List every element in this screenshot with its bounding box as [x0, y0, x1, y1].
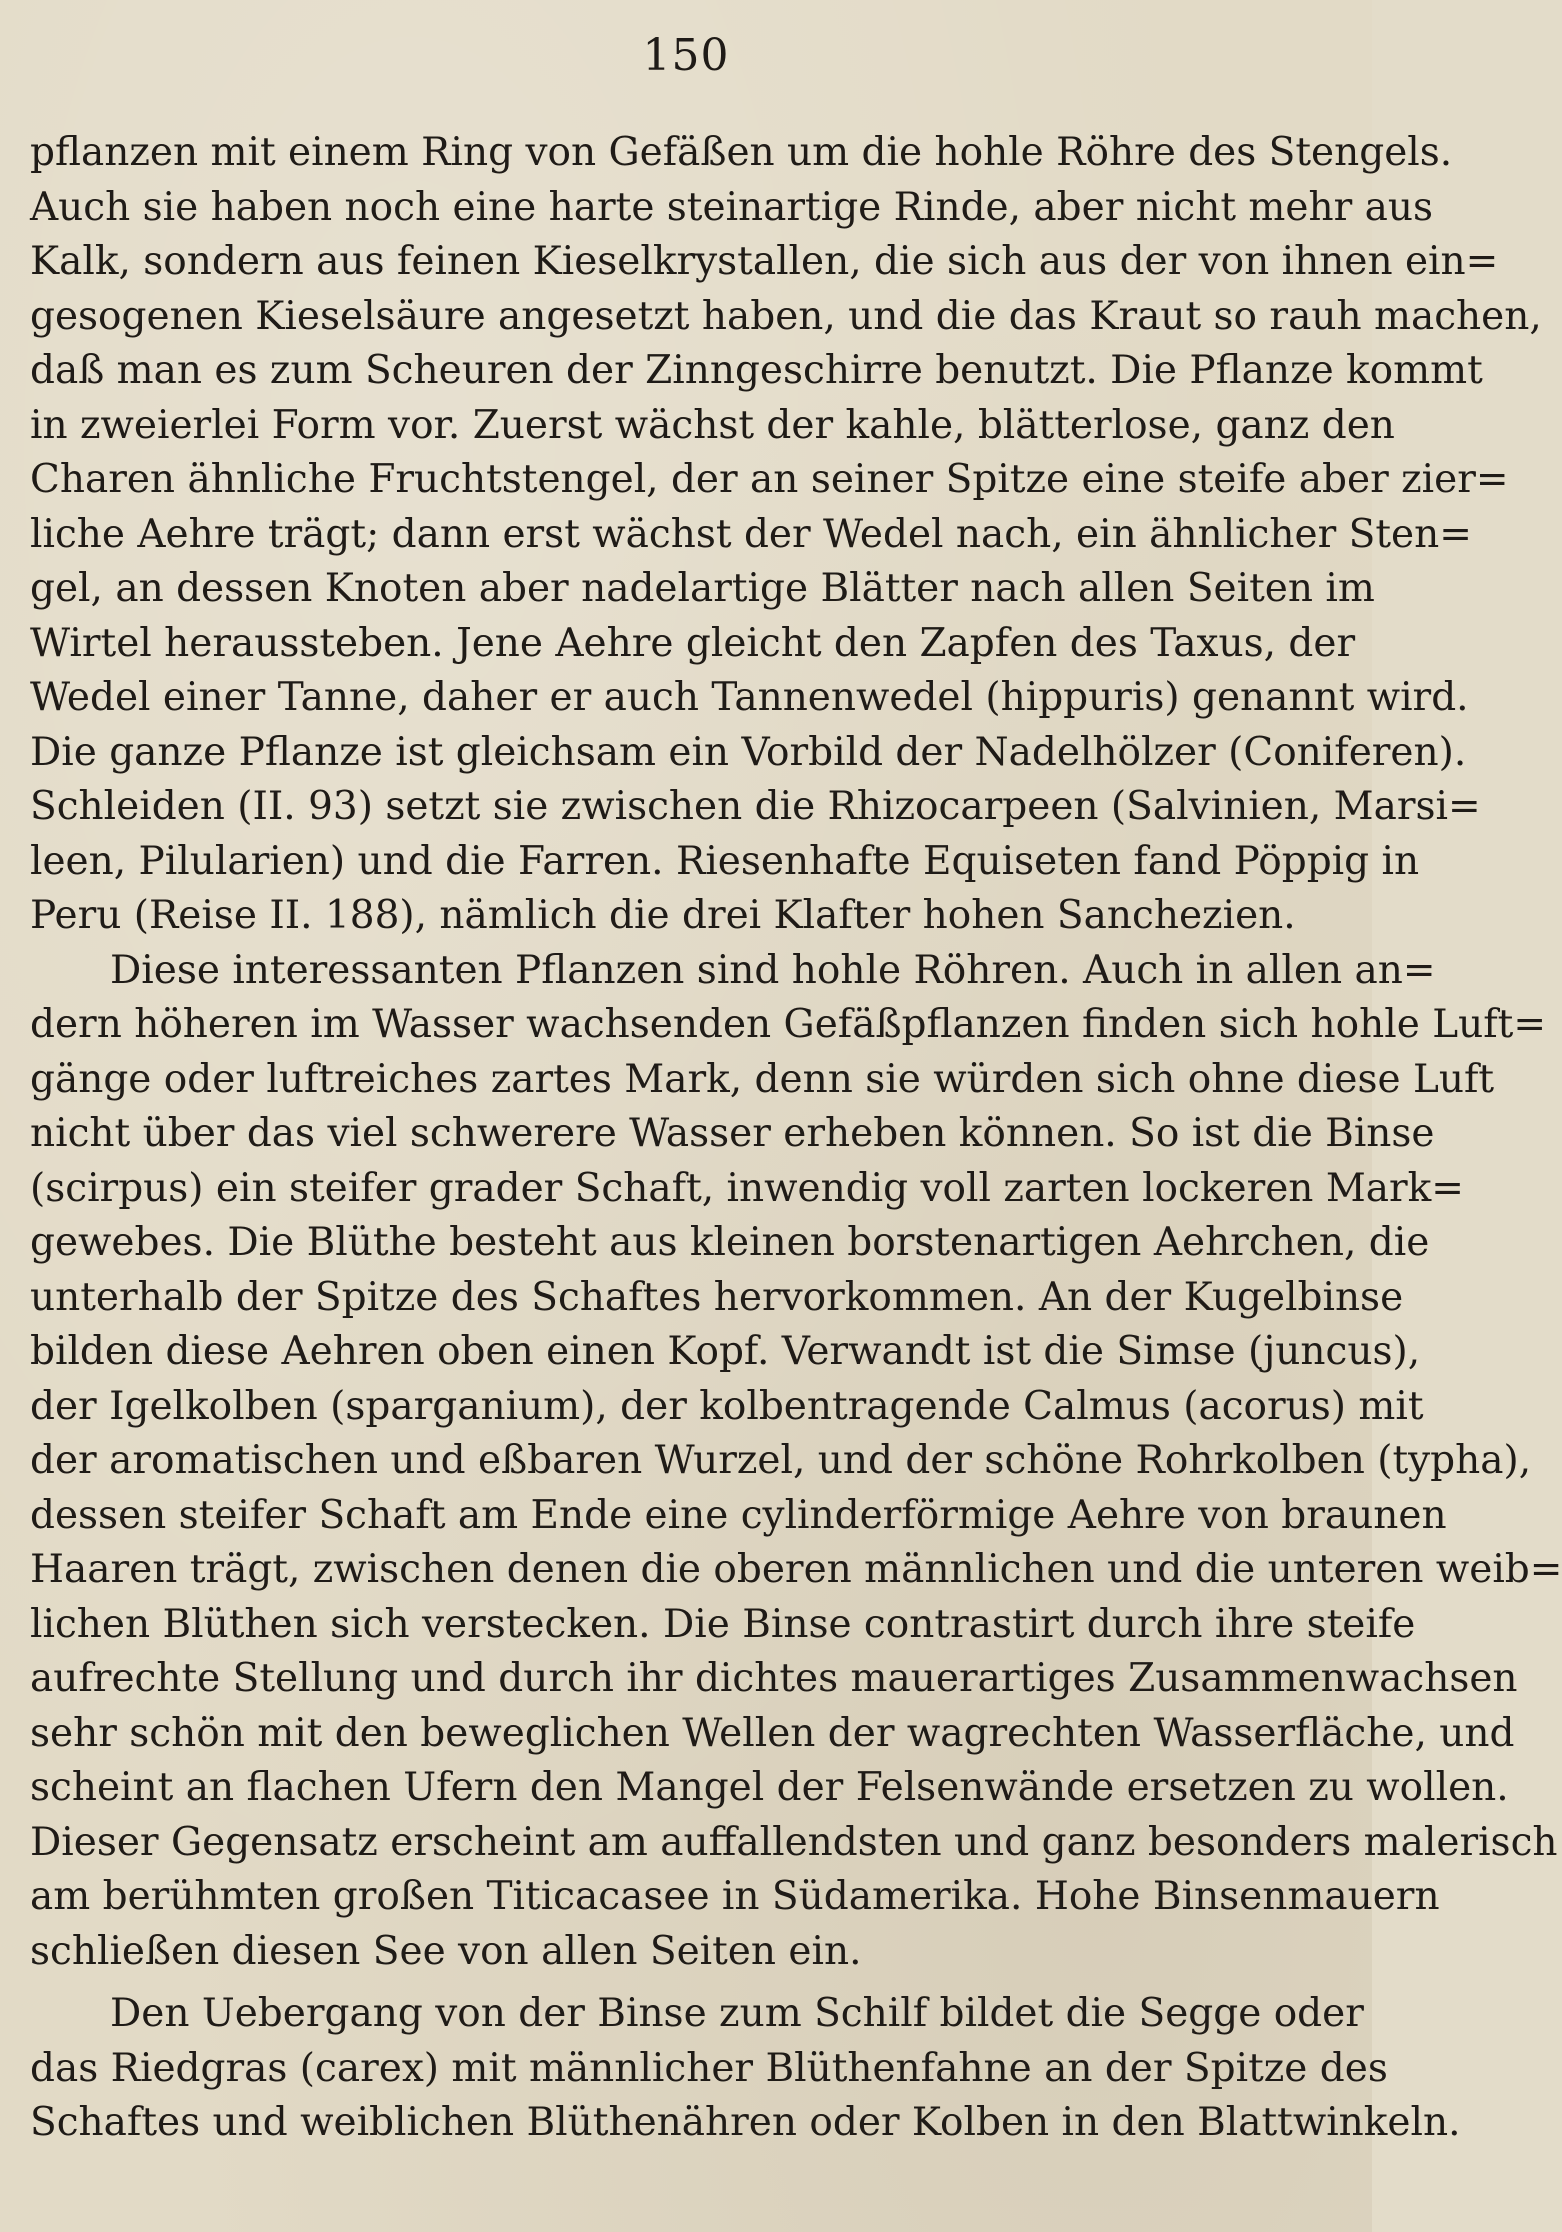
- text-line: liche Aehre trägt; dann erst wächst der Wedel nach, ein ähnlicher Sten=: [30, 511, 1472, 557]
- text-line: daß man es zum Scheuren der Zinngeschirre benutzt. Die Pflanze kommt: [30, 348, 1483, 393]
- text-line: bilden diese Aehren oben einen Kopf. Verwandt ist die Simse (juncus),: [30, 1329, 1421, 1374]
- text-line: gänge oder luftreiches zartes Mark, denn sie würden sich ohne diese Luft: [30, 1056, 1495, 1102]
- text-line: Schleiden (II. 93) setzt sie zwischen die Rhizocarpeen (Salvinien, Marsi=: [30, 784, 1481, 829]
- text-line: Kalk, sondern aus feinen Kieselkrystallen, die sich aus der von ihnen ein=: [30, 239, 1499, 284]
- body-text: [30, 126, 1562, 2151]
- text-line: in zweierlei Form vor. Zuerst wächst der kahle, blätterlose, ganz den: [30, 402, 1395, 448]
- text-line: Dieser Gegensatz erscheint am auffallendsten und ganz besonders malerisch: [30, 1819, 1558, 1865]
- text-line: scheint an flachen Ufern den Mangel der Felsenwände ersetzen zu wollen.: [30, 1765, 1509, 1810]
- text-line: Haaren trägt, zwischen denen die oberen männlichen und die unteren weib=: [30, 1547, 1562, 1592]
- text-line: am berühmten großen Titicacasee in Südamerika. Hohe Binsenmauern: [30, 1874, 1440, 1919]
- text-line: Auch sie haben noch eine harte steinartige Rinde, aber nicht mehr aus: [30, 184, 1433, 230]
- text-line: nicht über das viel schwerere Wasser erheben können. So ist die Binse: [30, 1111, 1435, 1156]
- paragraph-2: [30, 944, 1562, 1980]
- paragraph-1: [30, 126, 1542, 944]
- text-line: Charen ähnliche Fruchtstengel, der an seiner Spitze eine steife aber zier=: [30, 457, 1509, 502]
- text-line: unterhalb der Spitze des Schaftes hervorkommen. An der Kugelbinse: [30, 1274, 1404, 1320]
- text-line: sehr schön mit den beweglichen Wellen der wagrechten Wasserfläche, und: [30, 1710, 1515, 1756]
- text-line: Schaftes und weiblichen Blüthenähren oder Kolben in den Blattwinkeln.: [30, 2100, 1461, 2145]
- text-line: dessen steifer Schaft am Ende eine cylinderförmige Aehre von braunen: [30, 1492, 1447, 1538]
- text-line: der aromatischen und eßbaren Wurzel, und der schöne Rohrkolben (typha),: [30, 1438, 1532, 1483]
- text-line: dern höheren im Wasser wachsenden Gefäßpflanzen finden sich hohle Luft=: [30, 1002, 1547, 1047]
- text-line: (scirpus) ein steifer grader Schaft, inwendig voll zarten lockeren Mark=: [30, 1165, 1464, 1211]
- text-line: Peru (Reise II. 188), nämlich die drei Klafter hohen Sanchezien.: [30, 893, 1296, 938]
- text-line: Den Uebergang von der Binse zum Schilf bildet die Segge oder: [110, 1991, 1364, 2036]
- text-line: aufrechte Stellung und durch ihr dichtes mauerartiges Zusammenwachsen: [30, 1656, 1518, 1701]
- text-line: das Riedgras (carex) mit männlicher Blüthenfahne an der Spitze des: [30, 2045, 1388, 2091]
- text-line: Die ganze Pflanze ist gleichsam ein Vorbild der Nadelhölzer (Coniferen).: [30, 729, 1467, 775]
- text-line: pflanzen mit einem Ring von Gefäßen um die hohle Röhre des Stengels.: [30, 130, 1453, 175]
- paragraph-gap: [30, 1979, 1338, 1987]
- text-line: Diese interessanten Pflanzen sind hohle Röhren. Auch in allen an=: [110, 947, 1436, 993]
- text-line: gel, an dessen Knoten aber nadelartige Blätter nach allen Seiten im: [30, 566, 1375, 611]
- paragraph-3: [30, 1987, 1461, 2151]
- text-line: leen, Pilularien) und die Farren. Riesenhafte Equiseten fand Pöppig in: [30, 838, 1420, 884]
- text-line: schließen diesen See von allen Seiten ein.: [30, 1928, 862, 1974]
- text-line: Wirtel heraussteben. Jene Aehre gleicht den Zapfen des Taxus, der: [30, 620, 1356, 666]
- text-line: gewebes. Die Blüthe besteht aus kleinen borstenartigen Aehrchen, die: [30, 1220, 1430, 1265]
- page-number: 150: [642, 30, 730, 81]
- text-line: Wedel einer Tanne, daher er auch Tannenwedel (hippuris) genannt wird.: [30, 675, 1469, 720]
- text-line: der Igelkolben (sparganium), der kolbentragende Calmus (acorus) mit: [30, 1383, 1424, 1429]
- text-line: lichen Blüthen sich verstecken. Die Binse contrastirt durch ihre steife: [30, 1601, 1416, 1647]
- text-line: gesogenen Kieselsäure angesetzt haben, und die das Kraut so rauh machen,: [30, 293, 1542, 339]
